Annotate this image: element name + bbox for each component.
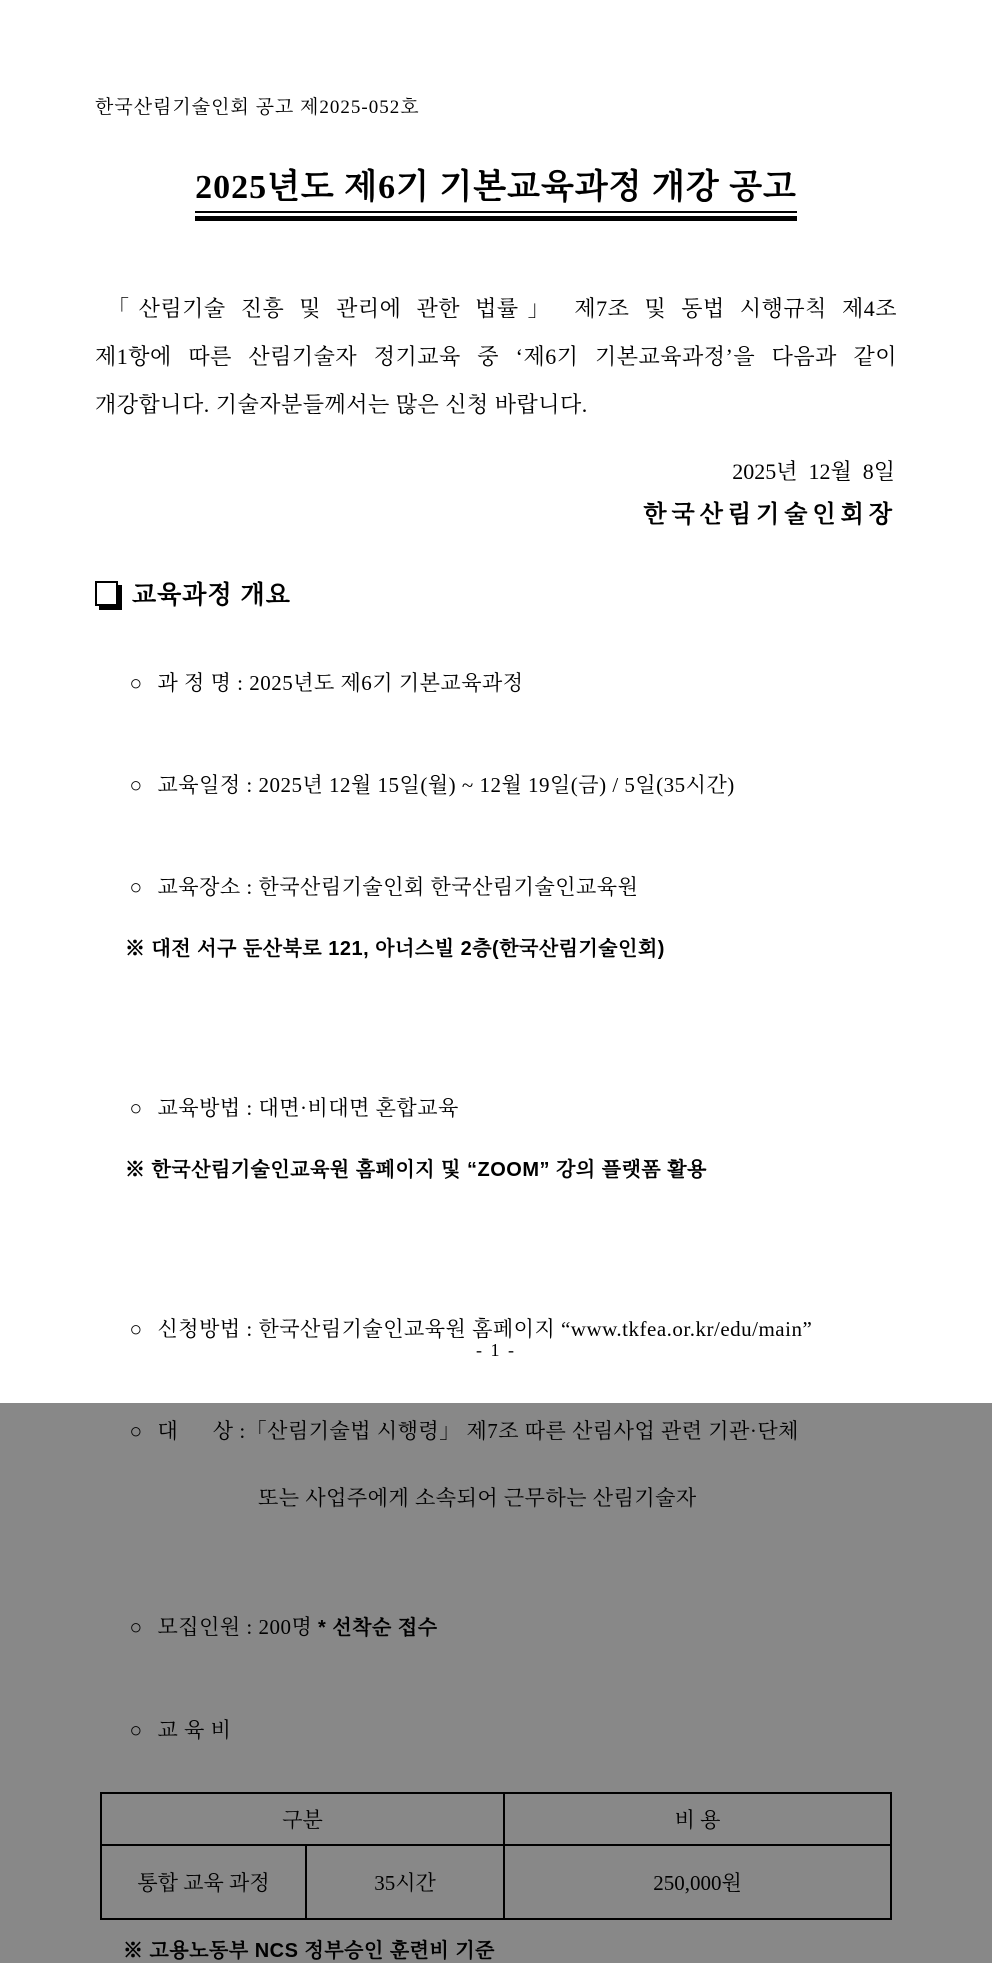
- list-item-text: 교 육 비: [157, 1718, 232, 1742]
- section-title: 교육과정 개요: [132, 581, 291, 609]
- list-item-text: 과 정 명 : 2025년도 제6기 기본교육과정: [157, 671, 524, 695]
- title-underline: [195, 159, 797, 221]
- location-note: ※ 대전 서구 둔산북로 121, 아너스빌 2층(한국산림기술인회): [125, 938, 665, 960]
- fee-table-cell-course: 통합 교육 과정: [101, 1845, 306, 1919]
- list-item-course-name: [95, 643, 897, 724]
- circle-bullet-icon: ○: [129, 773, 143, 797]
- circle-bullet-icon: ○: [129, 1096, 143, 1120]
- list-item-location: [95, 847, 897, 1047]
- target-continuation: 또는 사업주에게 소속되어 근무하는 산림기술자: [258, 1486, 697, 1510]
- list-item-target: [95, 1391, 897, 1566]
- circle-bullet-icon: ○: [129, 1419, 143, 1443]
- intro-line-3: 개강합니다. 기술자분들께서는 많은 신청 바랍니다.: [95, 392, 588, 417]
- list-item-schedule: [95, 745, 897, 826]
- circle-bullet-icon: ○: [129, 671, 143, 695]
- fee-table: [100, 1792, 892, 1920]
- fee-table-header-group: 구분: [101, 1793, 504, 1845]
- list-item-text: 교육일정 : 2025년 12월 15일(월) ~ 12월 19일(금) / 5일(35시간): [157, 773, 735, 797]
- list-item-capacity: [95, 1587, 897, 1669]
- list-item-method: [95, 1068, 897, 1268]
- list-item-fee: [95, 1690, 897, 1771]
- title-block: [95, 159, 897, 221]
- fee-table-note: ※ 고용노동부 NCS 정부승인 훈련비 기준: [123, 1940, 495, 1962]
- announcement-date: 2025년 12월 8일: [732, 459, 895, 484]
- circle-bullet-icon: ○: [129, 1718, 143, 1742]
- intro-paragraph: [95, 285, 897, 429]
- notice-number: 한국산림기술인회 공고 제2025-052호: [95, 97, 420, 118]
- fee-table-header-row: [101, 1793, 891, 1845]
- circle-bullet-icon: ○: [129, 1317, 143, 1341]
- overview-list: [95, 643, 897, 1771]
- fee-table-cell-hours: 35시간: [306, 1845, 504, 1919]
- list-item-text: 모집인원 : 200명: [157, 1615, 319, 1639]
- intro-line-1: 「산림기술 진흥 및 관리에 관한 법률」 제7조 및 동법 시행규칙 제4조: [107, 296, 897, 321]
- circle-bullet-icon: ○: [129, 875, 143, 899]
- signer: 한국산림기술인회장: [643, 502, 897, 528]
- list-item-text: 신청방법 : 한국산림기술인교육원 홈페이지 “www.tkfea.or.kr/edu/main”: [157, 1317, 813, 1341]
- method-note: ※ 한국산림기술인교육원 홈페이지 및 “ZOOM” 강의 플랫폼 활용: [125, 1159, 707, 1181]
- circle-bullet-icon: ○: [129, 1615, 143, 1639]
- fee-table-header-cost: 비 용: [504, 1793, 891, 1845]
- square-bullet-icon: [95, 581, 118, 606]
- capacity-emphasis: * 선착순 접수: [318, 1617, 438, 1639]
- section-heading: [95, 575, 897, 611]
- intro-line-2: 제1항에 따른 산림기술자 정기교육 중 ‘제6기 기본교육과정’을 다음과 같이: [95, 344, 897, 369]
- page-number: - 1 -: [476, 1340, 516, 1360]
- list-item-text: 교육장소 : 한국산림기술인회 한국산림기술인교육원: [157, 875, 639, 899]
- fee-table-cell-fee: 250,000원: [504, 1845, 891, 1919]
- page-title: 2025년도 제6기 기본교육과정 개강 공고: [195, 159, 797, 213]
- list-item-text: 대 상 :「산림기술법 시행령」 제7조 따른 산림사업 관련 기관·단체: [157, 1419, 799, 1443]
- list-item-text: 교육방법 : 대면·비대면 혼합교육: [157, 1096, 459, 1120]
- fee-table-row: [101, 1845, 891, 1919]
